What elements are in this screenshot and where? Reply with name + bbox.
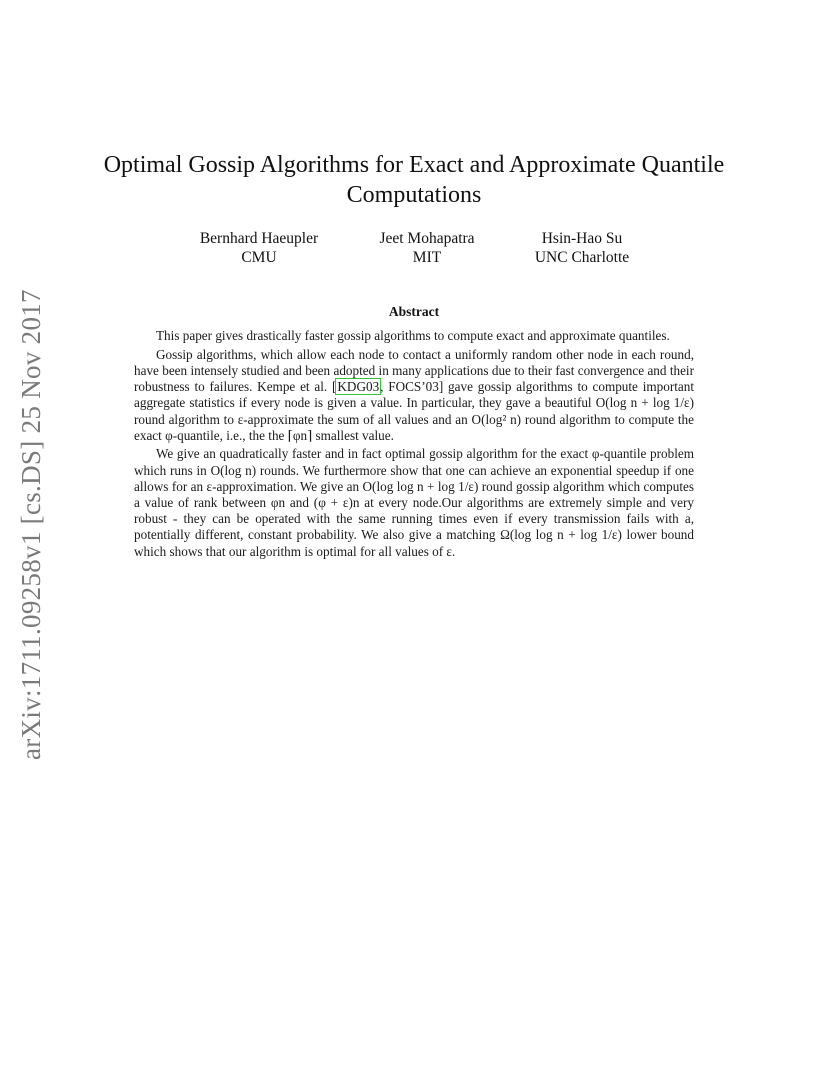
text-span: smallest value.: [312, 427, 394, 443]
abstract-paragraph: This paper gives drastically faster gossip algorithms to compute exact and approximate quantiles.: [156, 328, 670, 343]
math-expression: O(log n + log 1/ε): [595, 395, 694, 411]
text-span: rounds. We furthermore show that one can achieve an exponential speedup if one allows for an ε-approximation. We give an: [134, 462, 694, 494]
text-span: Gossip algorithms, which allow each node to contact a uniformly random other node in each round, have been intensely studied and been adopted in many applications due to their fast convergence and their robustness to failures. Kempe et al. [: [134, 346, 694, 395]
math-expression: ⌈φn⌉: [287, 427, 313, 443]
text-span: , FOCS’03] gave gossip algorithms to compute important aggregate statistics if every node is given a value. In particular, they gave a beautiful: [134, 379, 694, 411]
author-list: [0, 229, 828, 273]
author-affiliation: UNC Charlotte: [534, 249, 630, 266]
math-expression: O(log² n): [471, 411, 522, 427]
arxiv-identifier: arXiv:1711.09258v1 [cs.DS] 25 Nov 2017: [16, 289, 46, 760]
author-affiliation: MIT: [412, 249, 442, 266]
math-expression: O(log n): [210, 462, 257, 478]
citation-link[interactable]: KDG03: [337, 379, 380, 395]
abstract-paragraph: [134, 347, 694, 444]
abstract-heading: Abstract: [388, 304, 440, 319]
author-name: Jeet Mohapatra: [379, 230, 475, 247]
title-line-2: Computations: [346, 182, 482, 208]
author-name: Hsin-Hao Su: [541, 230, 623, 247]
math-expression: Ω(log log n + log 1/ε): [500, 527, 622, 543]
author-block: [356, 229, 498, 267]
text-span: round algorithm to compute the exact φ-quantile, i.e., the the: [134, 411, 694, 443]
title-line-1: Optimal Gossip Algorithms for Exact and Approximate Quantile: [103, 152, 725, 178]
text-span: lower bound which shows that our algorithm is optimal for all values of ε.: [134, 527, 694, 559]
author-name: Bernhard Haeupler: [199, 230, 319, 247]
author-affiliation: CMU: [241, 249, 277, 266]
text-span: round gossip algorithm which computes a value of rank between φn and (φ + ε)n at every node.Our algorithms are extremely simple and very robust - they can be operated with the same running times even if every transmission fails with a, potentially different, constant probability. We also give a matching: [134, 478, 695, 543]
abstract-body: [134, 328, 694, 562]
author-block: [512, 229, 652, 267]
math-expression: O(log log n + log 1/ε): [362, 478, 479, 494]
abstract-paragraph: [134, 446, 694, 559]
author-block: [178, 229, 340, 267]
text-span: We give an quadratically faster and in fact optimal gossip algorithm for the exact φ-quantile problem which runs in: [134, 446, 694, 478]
text-span: round algorithm to ε-approximate the sum of all values and an: [134, 411, 472, 427]
paper-title: [90, 150, 738, 210]
